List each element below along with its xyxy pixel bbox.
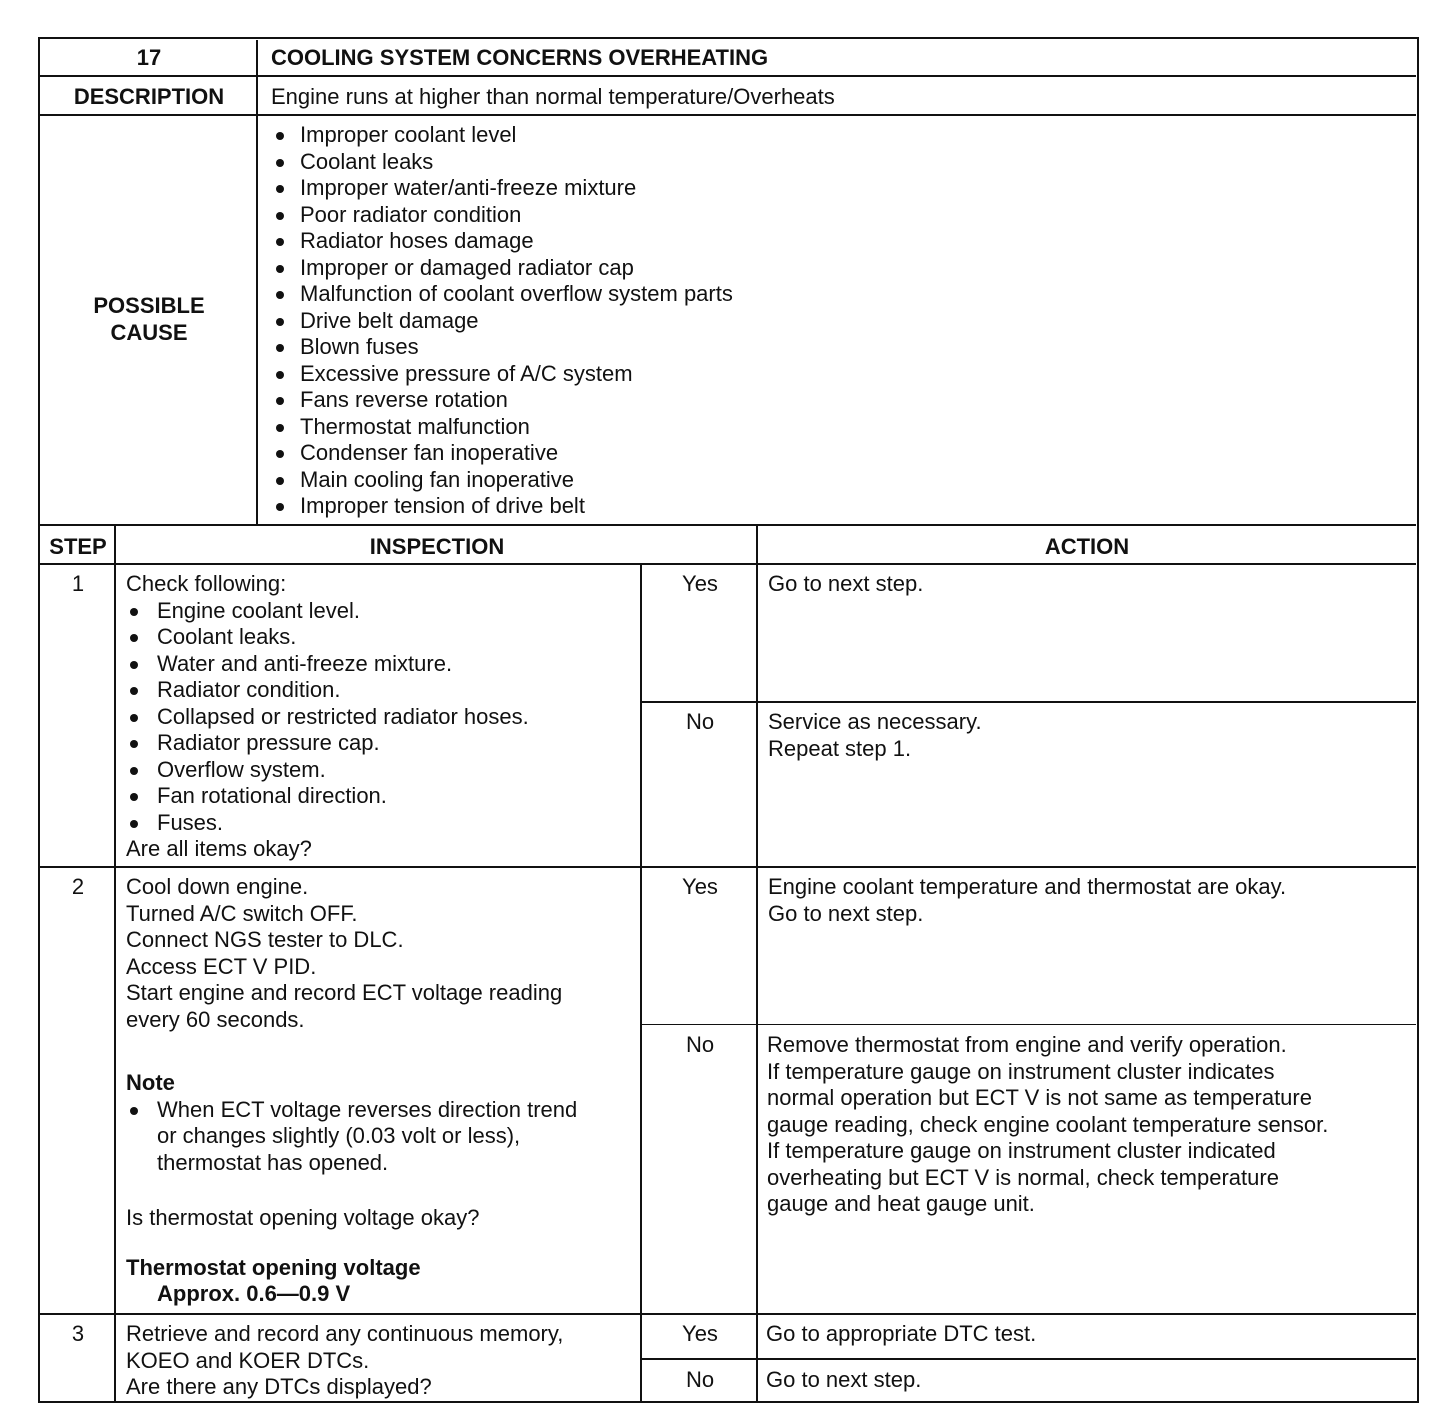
step-1-inspection (114, 563, 642, 868)
bullet-dot (130, 1107, 138, 1115)
inspection-column-header: INSPECTION (114, 524, 758, 564)
step-2-inspection (114, 866, 642, 1315)
check-item: Radiator pressure cap. (126, 730, 642, 757)
cause-item: Improper tension of drive belt (268, 493, 1416, 520)
inspection-line: Connect NGS tester to DLC. (126, 927, 404, 952)
check-item: Collapsed or restricted radiator hoses. (126, 704, 642, 731)
step-1-no-action (756, 701, 1416, 868)
cause-item: Blown fuses (268, 334, 1416, 361)
step-1-intro: Check following: (126, 571, 287, 596)
check-item: Radiator condition. (126, 677, 642, 704)
inspection-line: Cool down engine. (126, 874, 309, 899)
inspection-line: Are there any DTCs displayed? (126, 1374, 432, 1399)
cause-item: Coolant leaks (268, 149, 1416, 176)
action-line: Remove thermostat from engine and verify operation. (767, 1032, 1287, 1057)
description-text: Engine runs at higher than normal temperature/Overheats (256, 75, 1416, 115)
action-column-header: ACTION (756, 524, 1416, 564)
action-line: gauge and heat gauge unit. (767, 1191, 1035, 1216)
possible-cause-list (256, 114, 1416, 525)
spec-value: Approx. 0.6—0.9 V (157, 1281, 351, 1306)
action-line: Service as necessary. (768, 709, 982, 734)
action-line: If temperature gauge on instrument cluster indicated (767, 1138, 1276, 1163)
step-2-question: Is thermostat opening voltage okay? (126, 1205, 480, 1230)
action-line: overheating but ECT V is normal, check temperature (767, 1164, 1279, 1190)
possible-cause-label-line2: CAUSE (110, 319, 188, 345)
inspection-line: every 60 seconds. (126, 1006, 305, 1032)
step-column-header: STEP (40, 524, 116, 564)
cause-item: Condenser fan inoperative (268, 440, 1416, 467)
note-line: thermostat has opened. (157, 1149, 389, 1175)
check-item: Water and anti-freeze mixture. (126, 651, 642, 678)
action-line: gauge reading, check engine coolant temperature sensor. (767, 1111, 1329, 1137)
action-line: Go to next step. (768, 571, 924, 596)
inspection-line: Retrieve and record any continuous memory, (126, 1321, 564, 1346)
action-line: Engine coolant temperature and thermostat are okay. (768, 874, 1287, 899)
note-line: or changes slightly (0.03 volt or less), (157, 1123, 521, 1148)
cause-item: Improper coolant level (268, 122, 1416, 149)
step-3-inspection (114, 1313, 642, 1401)
possible-cause-label (40, 114, 258, 525)
concern-number: 17 (136, 45, 162, 70)
no-label: No (640, 701, 758, 868)
cause-item: Thermostat malfunction (268, 414, 1416, 441)
inspection-line: Access ECT V PID. (126, 953, 317, 979)
yes-label: Yes (640, 1313, 758, 1360)
step-number: 3 (40, 1313, 116, 1401)
step-2-no-action (756, 1024, 1416, 1315)
description-label: DESCRIPTION (40, 75, 258, 115)
step-1-question: Are all items okay? (126, 836, 312, 861)
step-3-no-action (756, 1358, 1416, 1401)
cause-item: Excessive pressure of A/C system (268, 361, 1416, 388)
cause-item: Improper water/anti-freeze mixture (268, 175, 1416, 202)
inspection-line: KOEO and KOER DTCs. (126, 1347, 370, 1373)
cause-item: Poor radiator condition (268, 202, 1416, 229)
no-label: No (640, 1358, 758, 1401)
check-item: Coolant leaks. (126, 624, 642, 651)
check-item: Fuses. (126, 810, 642, 837)
step-3-yes-action (756, 1313, 1416, 1360)
cause-item: Radiator hoses damage (268, 228, 1416, 255)
step-number: 2 (40, 866, 116, 1315)
possible-cause-label-line1: POSSIBLE (93, 293, 205, 318)
yes-label: Yes (640, 563, 758, 703)
step-1-yes-action (756, 563, 1416, 703)
action-line: Go to next step. (766, 1367, 922, 1392)
action-line: normal operation but ECT V is not same as temperature (767, 1085, 1312, 1110)
note-bullet (126, 1097, 642, 1177)
step-number: 1 (40, 563, 116, 868)
step-2-yes-action (756, 866, 1416, 1026)
check-item: Fan rotational direction. (126, 783, 642, 810)
action-line: If temperature gauge on instrument cluster indicates (767, 1058, 1275, 1084)
cause-item: Malfunction of coolant overflow system parts (268, 281, 1416, 308)
spec-title: Thermostat opening voltage (126, 1254, 421, 1280)
inspection-line: Start engine and record ECT voltage reading (126, 980, 563, 1005)
inspection-line: Turned A/C switch OFF. (126, 900, 358, 926)
action-line: Go to appropriate DTC test. (766, 1321, 1037, 1346)
note-title: Note (126, 1070, 175, 1095)
concern-title: COOLING SYSTEM CONCERNS OVERHEATING (256, 40, 1416, 76)
action-line: Repeat step 1. (768, 735, 912, 761)
cause-item: Main cooling fan inoperative (268, 467, 1416, 494)
cause-item: Improper or damaged radiator cap (268, 255, 1416, 282)
note-line: When ECT voltage reverses direction trend (157, 1096, 578, 1122)
yes-label: Yes (640, 866, 758, 1026)
check-item: Overflow system. (126, 757, 642, 784)
action-line: Go to next step. (768, 900, 924, 926)
no-label: No (640, 1024, 758, 1315)
cause-item: Drive belt damage (268, 308, 1416, 335)
cause-item: Fans reverse rotation (268, 387, 1416, 414)
check-item: Engine coolant level. (126, 598, 642, 625)
